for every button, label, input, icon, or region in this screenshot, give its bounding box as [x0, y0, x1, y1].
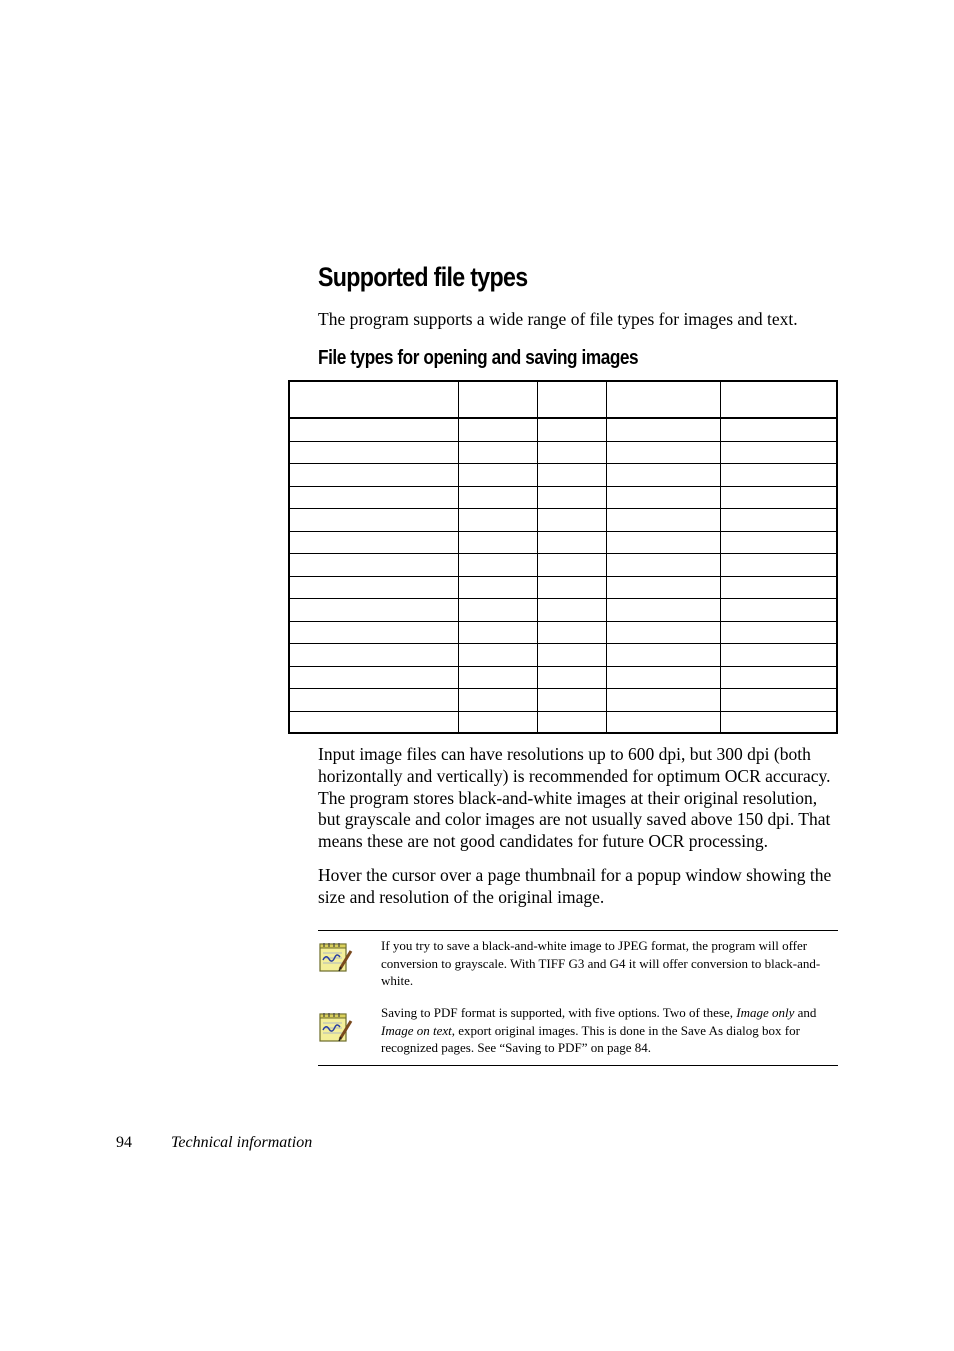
table-row-divider: [290, 576, 836, 577]
table-row-divider: [290, 553, 836, 554]
note-text-part: Saving to PDF format is supported, with five options. Two of these,: [381, 1005, 737, 1020]
table-header-divider: [290, 417, 836, 419]
table-column-divider: [720, 382, 721, 732]
table-row-divider: [290, 441, 836, 442]
page-number: 94: [116, 1134, 132, 1151]
notes-box: [318, 930, 838, 1066]
intro-text: The program supports a wide range of file types for images and text.: [318, 309, 798, 329]
note-text-part: and: [794, 1005, 817, 1020]
table-row-divider: [290, 643, 836, 644]
table-row-divider: [290, 688, 836, 689]
notepad-pencil-icon: [318, 1009, 354, 1045]
table-row-divider: [290, 598, 836, 599]
notepad-pencil-icon: [318, 939, 354, 975]
section-heading: File types for opening and saving images: [318, 347, 639, 369]
table-column-divider: [537, 382, 538, 732]
table-row-divider: [290, 621, 836, 622]
note-emphasis: Image on text: [381, 1022, 452, 1038]
table-row-divider: [290, 463, 836, 464]
note-text: If you try to save a black-and-white image to JPEG format, the program will offer conversion to grayscale. With TIFF G3 and G4 it will offer conversion to black-and-white.: [381, 938, 821, 988]
note-emphasis: Image only: [736, 1005, 795, 1020]
table-row-divider: [290, 531, 836, 532]
body-paragraph: Input image files can have resolutions up to 600 dpi, but 300 dpi (both horizontally and vertically) is recommended for optimum OCR accuracy. The program stores black-and-white images at their original resolution, but grayscale and color images are not usually saved above 150 dpi. That means these are not good candidates for future OCR processing.: [318, 744, 831, 852]
table-row-divider: [290, 666, 836, 667]
note-text: [381, 1004, 839, 1057]
body-paragraph: Hover the cursor over a page thumbnail for a popup window showing the size and resolution of the original image.: [318, 865, 832, 907]
page-title: Supported file types: [318, 262, 528, 292]
table-row-divider: [290, 711, 836, 712]
table-column-divider: [606, 382, 607, 732]
table-row-divider: [290, 508, 836, 509]
note-text-part: , export original images. This is done in the Save As dialog box for recognized pages. See “Saving to PDF” on page 84.: [381, 1022, 800, 1055]
table-row-divider: [290, 486, 836, 487]
table-column-divider: [458, 382, 459, 732]
running-footer-title: Technical information: [171, 1134, 313, 1151]
file-types-table: [288, 380, 838, 734]
